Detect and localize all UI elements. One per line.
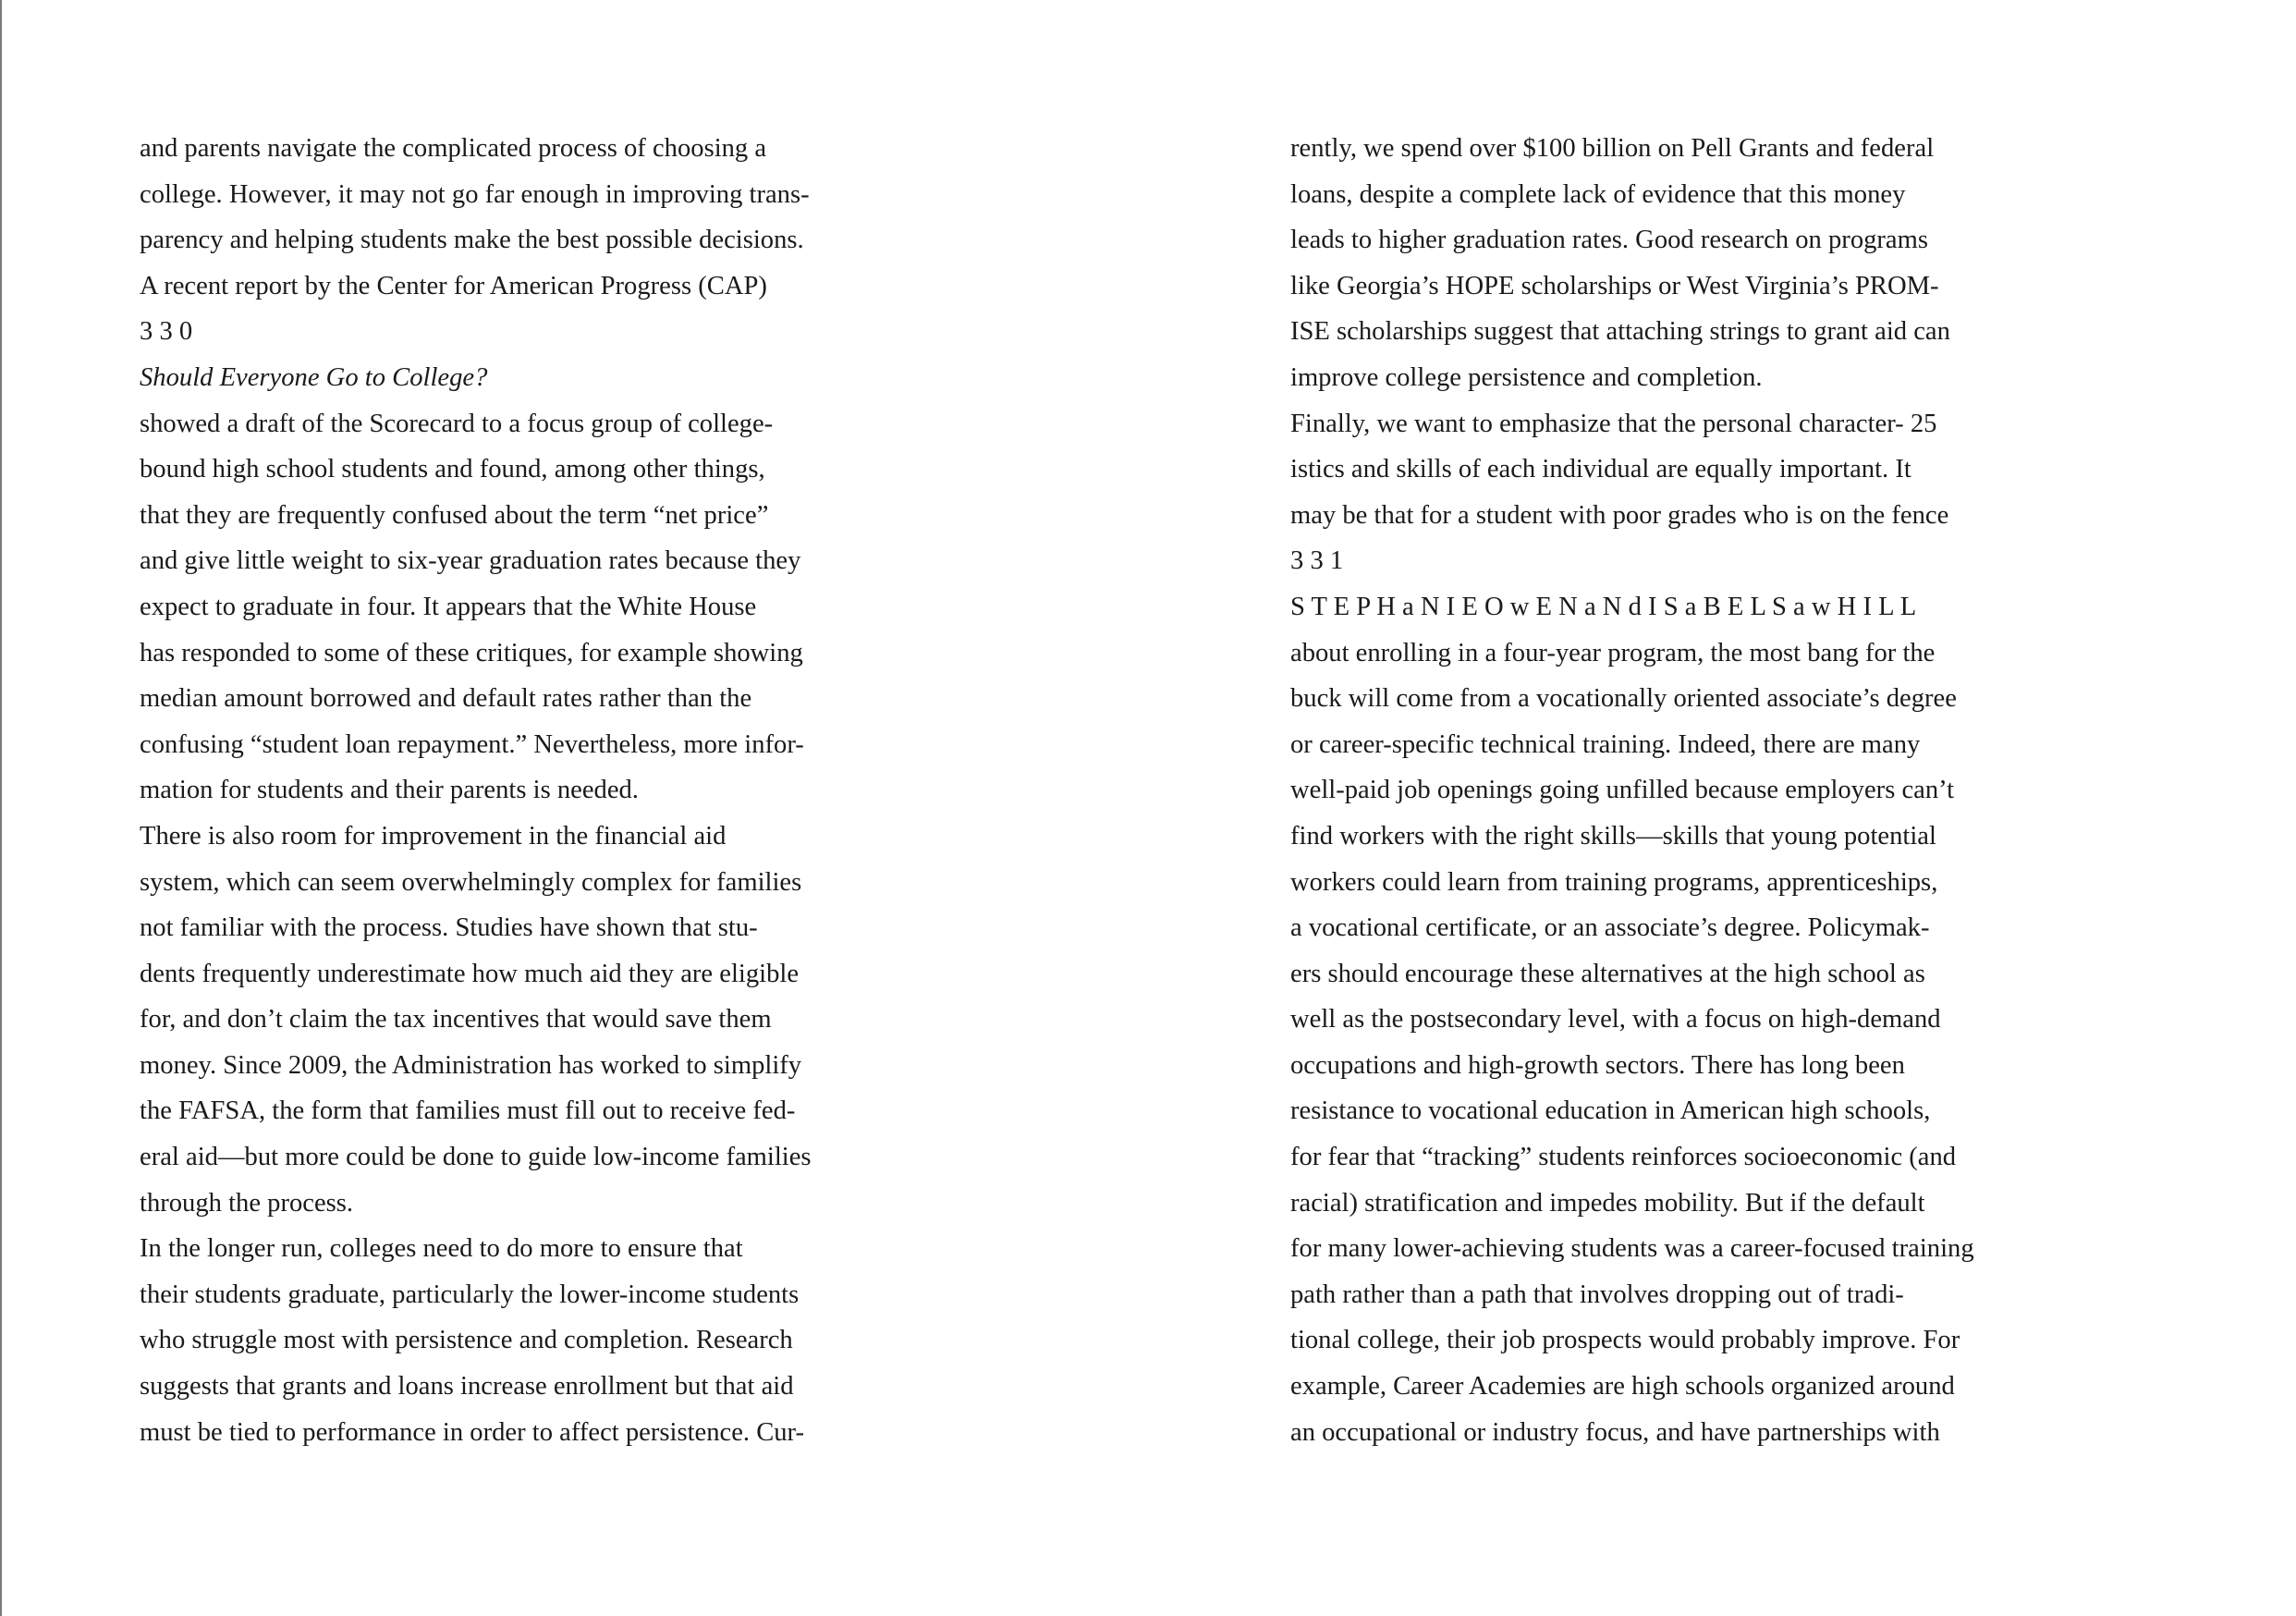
text-line: and give little weight to six-year graduation rates because they (140, 546, 801, 576)
text-line: college. However, it may not go far enough in improving trans- (140, 179, 810, 209)
text-line: about enrolling in a four-year program, the most bang for the (1290, 638, 1936, 667)
text-line: ISE scholarships suggest that attaching strings to grant aid can (1290, 317, 1950, 347)
text-line: A recent report by the Center for American Progress (CAP) (140, 271, 767, 300)
text-line: occupations and high-growth sectors. There has long been (1290, 1050, 1905, 1080)
text-line: median amount borrowed and default rates rather than the (140, 684, 752, 714)
text-line: path rather than a path that involves dropping out of tradi- (1290, 1279, 1904, 1309)
text-line: may be that for a student with poor grades who is on the fence (1290, 500, 1949, 530)
text-line: for, and don’t claim the tax incentives that would save them (140, 1005, 772, 1034)
text-line: example, Career Academies are high schools organized around (1290, 1372, 1955, 1402)
text-line: find workers with the right skills—skills that young potential (1290, 821, 1936, 851)
text-line: well as the postsecondary level, with a focus on high-demand (1290, 1005, 1941, 1034)
text-line: 3 3 0 (140, 317, 193, 347)
text-line: dents frequently underestimate how much aid they are eligible (140, 959, 800, 988)
text-line: and parents navigate the complicated process of choosing a (140, 134, 767, 163)
text-line: buck will come from a vocationally oriented associate’s degree (1290, 684, 1957, 714)
text-line: ers should encourage these alternatives at the high school as (1290, 959, 1925, 988)
text-line: rently, we spend over $100 billion on Pell Grants and federal (1290, 134, 1935, 163)
text-line: confusing “student loan repayment.” Nevertheless, more infor- (140, 729, 804, 759)
text-line: through the process. (140, 1188, 354, 1218)
text-line: In the longer run, colleges need to do more to ensure that (140, 1234, 743, 1264)
text-line: improve college persistence and completion. (1290, 362, 1763, 392)
page-left-border (0, 0, 2, 1616)
text-line: for many lower-achieving students was a career-focused training (1290, 1234, 1974, 1264)
left-text-column (140, 126, 934, 1455)
text-line: loans, despite a complete lack of evidence that this money (1290, 179, 1906, 209)
text-line: eral aid—but more could be done to guide low-income families (140, 1143, 812, 1172)
text-line: their students graduate, particularly the lower-income students (140, 1279, 800, 1309)
text-line: that they are frequently confused about the term “net price” (140, 500, 769, 530)
text-line: workers could learn from training programs, apprenticeships, (1290, 867, 1938, 897)
text-line: system, which can seem overwhelmingly complex for families (140, 867, 802, 897)
text-line: resistance to vocational education in American high schools, (1290, 1096, 1931, 1126)
text-line: leads to higher graduation rates. Good research on programs (1290, 226, 1928, 255)
text-line: who struggle most with persistence and completion. Research (140, 1326, 793, 1355)
text-line: for fear that “tracking” students reinforces socioeconomic (and (1290, 1143, 1957, 1172)
text-line: 3 3 1 (1290, 546, 1344, 576)
text-line: There is also room for improvement in the financial aid (140, 821, 727, 851)
text-line: bound high school students and found, among other things, (140, 455, 765, 484)
text-line: istics and skills of each individual are equally important. It (1290, 455, 1911, 484)
text-line: not familiar with the process. Studies have shown that stu- (140, 913, 758, 943)
text-line: a vocational certificate, or an associate’s degree. Policymak- (1290, 913, 1930, 943)
text-line: Should Everyone Go to College? (140, 362, 488, 392)
text-line: racial) stratification and impedes mobility. But if the default (1290, 1188, 1925, 1218)
text-line: Finally, we want to emphasize that the personal character- 25 (1290, 409, 1937, 438)
right-text-column (1290, 126, 2085, 1455)
text-line: parency and helping students make the best possible decisions. (140, 226, 804, 255)
text-line: showed a draft of the Scorecard to a focus group of college- (140, 409, 774, 438)
text-line: expect to graduate in four. It appears that the White House (140, 592, 757, 621)
text-line: must be tied to performance in order to affect persistence. Cur- (140, 1417, 805, 1447)
text-line: suggests that grants and loans increase enrollment but that aid (140, 1372, 794, 1402)
text-line: tional college, their job prospects would probably improve. For (1290, 1326, 1960, 1355)
text-line: well-paid job openings going unfilled because employers can’t (1290, 776, 1955, 805)
text-line: like Georgia’s HOPE scholarships or West Virginia’s PROM- (1290, 271, 1939, 300)
text-line: an occupational or industry focus, and have partnerships with (1290, 1417, 1940, 1447)
text-line: mation for students and their parents is needed. (140, 776, 639, 805)
text-line: or career-specific technical training. Indeed, there are many (1290, 729, 1921, 759)
text-line: S T E P H a N I E O w E N a N d I S a B E L S a w H I L L (1290, 592, 1917, 621)
text-line: has responded to some of these critiques, for example showing (140, 638, 803, 667)
text-line: the FAFSA, the form that families must fill out to receive fed- (140, 1096, 796, 1126)
text-line: money. Since 2009, the Administration has worked to simplify (140, 1050, 802, 1080)
